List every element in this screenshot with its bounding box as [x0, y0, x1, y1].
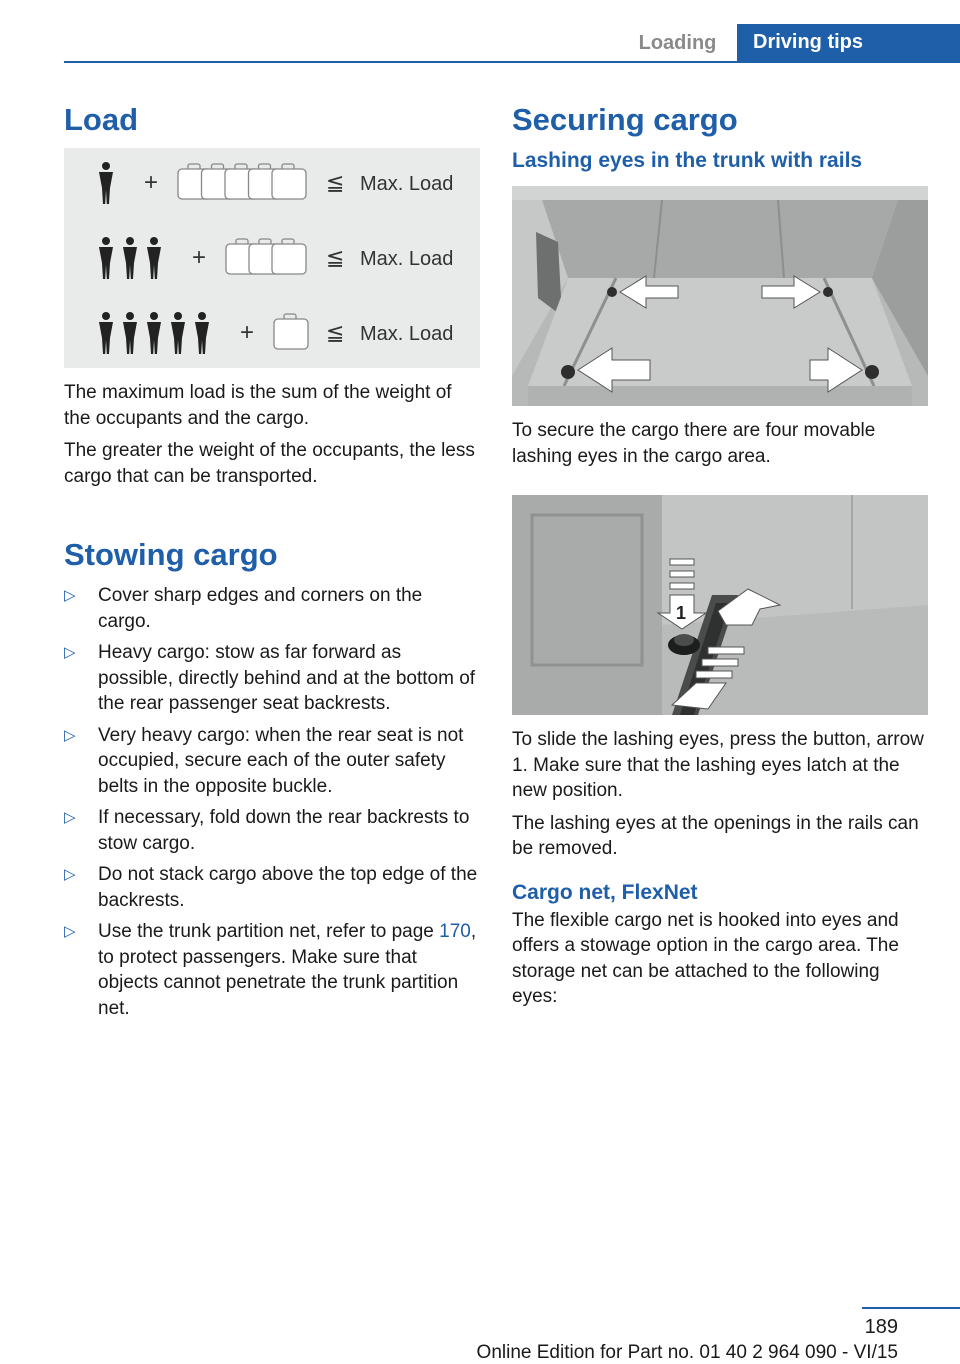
person-icon: [147, 237, 161, 279]
trunk-lashing-eyes-image: [512, 186, 928, 406]
cargo-net-paragraph: The flexible cargo net is hooked into eyes and offers a stowage option in the cargo area. The storage net can be attached to the following eyes:: [512, 909, 899, 1007]
load-row: [99, 162, 453, 204]
suitcase-icon: [274, 314, 308, 349]
plus-icon: +: [144, 169, 159, 196]
list-item: ▷ Very heavy cargo: when the rear seat is not occupied, secure each of the outer safety belts in the opposite buckle.: [64, 724, 464, 797]
suitcase-icon: [272, 164, 306, 199]
list-item: ▷ Use the trunk partition net, refer to page 170, to protect passengers. Make sure that objects cannot penetrate the trunk partition net.: [64, 921, 477, 1019]
cargo-net-subheading: Cargo net, FlexNet: [512, 880, 698, 904]
less-equal-icon: ≦: [326, 171, 345, 196]
person-icon: [195, 312, 209, 354]
load-row: [99, 237, 453, 279]
list-item: ▷ If necessary, fold down the rear backrests to stow cargo.: [64, 807, 470, 854]
list-item: ▷ Heavy cargo: stow as far forward as possible, directly behind and at the bottom of the rear passenger seat backrests.: [64, 642, 476, 714]
list-item: ▷ Do not stack cargo above the top edge of the backrests.: [64, 864, 478, 911]
right-column: [512, 98, 928, 1017]
footer-rule: [862, 1307, 960, 1309]
suitcase-icon: [272, 239, 306, 274]
less-equal-icon: ≦: [326, 321, 345, 346]
person-icon: [123, 312, 137, 354]
person-icon: [147, 312, 161, 354]
lashing-eyes-subheading: Lashing eyes in the trunk with rails: [512, 149, 863, 172]
bullet-triangle-icon: ▷: [64, 866, 76, 883]
bullet-triangle-icon: ▷: [64, 809, 76, 826]
plus-icon: +: [192, 244, 207, 271]
person-icon: [99, 312, 113, 354]
max-load-label: Max. Load: [360, 323, 454, 345]
header-section-label: Loading: [638, 32, 717, 54]
stowing-cargo-heading: Stowing cargo: [64, 537, 278, 572]
lashing-paragraph-1: To secure the cargo there are four movable lashing eyes in the cargo area.: [512, 420, 876, 467]
bullet-triangle-icon: ▷: [64, 644, 76, 661]
max-load-figure: [64, 148, 480, 368]
page-reference-link[interactable]: 170: [439, 921, 471, 942]
load-paragraph-1: The maximum load is the sum of the weight of the occupants and the cargo.: [64, 382, 452, 429]
person-icon: [123, 237, 137, 279]
header-rule: [64, 61, 960, 63]
page-number: 189: [864, 1316, 898, 1338]
lashing-eye-slide-image: [512, 495, 928, 715]
load-paragraph-2: The greater the weight of the occupants, the less cargo that can be transported.: [64, 440, 475, 487]
person-icon: [99, 237, 113, 279]
max-load-label: Max. Load: [360, 248, 454, 270]
bullet-triangle-icon: ▷: [64, 726, 76, 744]
arrow-1-marker: 1: [676, 603, 687, 623]
plus-icon: +: [240, 319, 255, 346]
list-item: ▷ Cover sharp edges and corners on the cargo.: [64, 585, 423, 632]
edition-footer: Online Edition for Part no. 01 40 2 964 090 - VI/15: [476, 1342, 898, 1363]
lashing-paragraph-2: To slide the lashing eyes, press the button, arrow 1. Make sure that the lashing eyes latch at the new position.: [512, 729, 924, 801]
person-icon: [171, 312, 185, 354]
bullet-triangle-icon: ▷: [64, 923, 76, 940]
header-chapter-tab: Driving tips: [737, 24, 960, 61]
load-row: [99, 312, 453, 354]
lashing-paragraph-3: The lashing eyes at the openings in the rails can be removed.: [512, 812, 919, 859]
max-load-label: Max. Load: [360, 173, 454, 195]
securing-cargo-heading: Securing cargo: [512, 102, 738, 137]
left-column: [64, 98, 480, 1027]
stowing-list: [64, 583, 480, 1021]
person-icon: [99, 162, 113, 204]
bullet-triangle-icon: ▷: [64, 587, 76, 604]
load-heading: Load: [64, 102, 139, 137]
less-equal-icon: ≦: [326, 246, 345, 271]
